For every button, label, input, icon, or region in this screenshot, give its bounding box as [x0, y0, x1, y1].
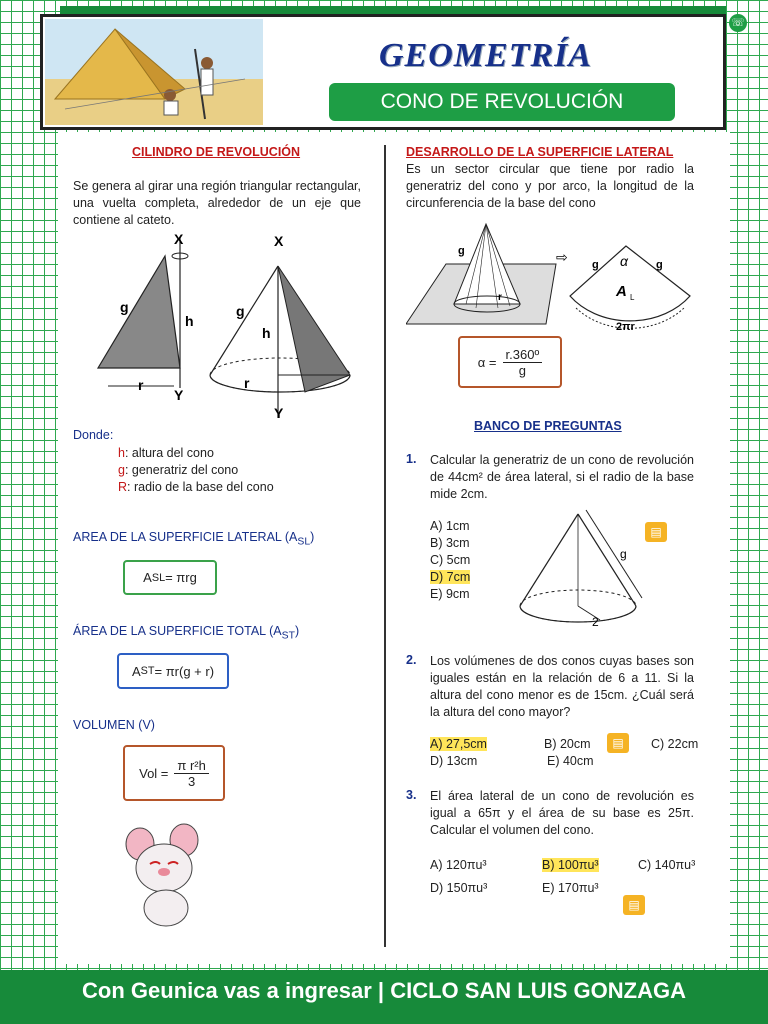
- sector-g-right: g: [656, 259, 663, 271]
- egypt-pyramid-illustration: [45, 19, 263, 125]
- q2-number: 2.: [406, 653, 417, 667]
- q1-option-d[interactable]: D) 7cm: [430, 570, 471, 584]
- formula-sl: SL: [151, 571, 166, 584]
- sector-g-left: g: [592, 259, 599, 271]
- formula-st: ST: [140, 665, 155, 677]
- axis-x-label-1: X: [174, 231, 184, 247]
- dev-r-label: r: [498, 292, 502, 303]
- alpha-denominator: g: [518, 362, 526, 378]
- total-title-sub: ST: [281, 630, 295, 642]
- axis-x-label-2: X: [274, 233, 284, 249]
- header-banner: [40, 14, 726, 130]
- q1-option-b[interactable]: B) 3cm: [430, 536, 470, 550]
- lateral-title-text: AREA DE LA SUPERFICIE LATERAL (A: [73, 530, 298, 544]
- cone-generation-figure: [90, 228, 380, 424]
- h-label-1: h: [185, 313, 194, 329]
- volume-numerator: π r²h: [174, 758, 208, 774]
- dev-g-label: g: [458, 245, 465, 257]
- comment-icon-3[interactable]: ▤: [623, 895, 645, 915]
- q2-option-e[interactable]: E) 40cm: [547, 754, 594, 768]
- q3-option-a[interactable]: A) 120πu³: [430, 858, 487, 872]
- q1-option-e[interactable]: E) 9cm: [430, 587, 470, 601]
- alpha-numerator: r.360º: [503, 347, 543, 363]
- q3-text: El área lateral de un cono de revolución es igual a 65π y el área de su base es 25π. Calcular el volumen del cono.: [430, 789, 694, 837]
- intro-paragraph: Se genera al girar una región triangular rectangular, una vuelta completa, alrededor de un eje que contiene al cateto.: [73, 179, 361, 227]
- q3-number: 3.: [406, 788, 417, 802]
- volume-lhs: Vol =: [139, 765, 169, 781]
- development-paragraph: Es un sector circular que tiene por radio la generatriz del cono y por arco, la longitud de la circunferencia de la base del cono: [406, 162, 694, 210]
- page-title: GEOMETRÍA: [379, 37, 593, 74]
- column-divider: [384, 145, 386, 947]
- q1-number: 1.: [406, 452, 417, 466]
- axis-y-label-1: Y: [174, 387, 184, 403]
- volume-formula: [123, 745, 225, 801]
- def-key-r: R: [118, 480, 128, 494]
- alpha-lhs: α =: [477, 354, 497, 370]
- question-bank-heading: BANCO DE PREGUNTAS: [474, 419, 622, 433]
- q1-g-label: g: [620, 547, 627, 561]
- q3-option-c[interactable]: C) 140πu³: [638, 858, 696, 872]
- def-text-h: : altura del cono: [124, 446, 214, 460]
- subtitle-banner: CONO DE REVOLUCIÓN: [329, 83, 675, 121]
- q3-option-d[interactable]: D) 150πu³: [430, 881, 488, 895]
- sector-area-sub: L: [630, 293, 635, 302]
- formula-a: A: [143, 570, 152, 585]
- q1-option-a[interactable]: A) 1cm: [430, 519, 470, 533]
- sector-arc-label: 2πr: [616, 321, 635, 333]
- q2-option-a[interactable]: A) 27,5cm: [430, 737, 487, 751]
- definition-r: [118, 480, 274, 494]
- footer-text: Con Geunica vas a ingresar | CICLO SAN LUIS GONZAGA: [82, 978, 686, 1003]
- q1-text: Calcular la generatriz de un cono de revolución de 44cm² de área lateral, si el radio de la base mide 2cm.: [430, 453, 694, 501]
- q1-cone-figure: [510, 508, 650, 634]
- volume-title: VOLUMEN (V): [73, 718, 155, 732]
- arrow-icon: ⇨: [556, 249, 568, 265]
- lateral-area-formula: [123, 560, 217, 595]
- g-label-2: g: [236, 303, 245, 319]
- cylinder-heading: CILINDRO DE REVOLUCIÓN: [132, 145, 301, 159]
- def-key-g: g: [118, 463, 125, 477]
- lateral-area-title: AREA DE LA SUPERFICIE LATERAL $(A_{SL})$: [73, 530, 315, 548]
- def-key-h: h: [118, 446, 125, 460]
- formula-pirg: = πrg: [165, 570, 197, 585]
- cartoon-mouse-image: [120, 822, 210, 928]
- r-label-1: r: [138, 377, 144, 393]
- h-label-2: h: [262, 325, 271, 341]
- q2-option-c[interactable]: C) 22cm: [651, 737, 699, 751]
- q3-option-e[interactable]: E) 170πu³: [542, 881, 599, 895]
- comment-icon-1[interactable]: ▤: [645, 522, 667, 542]
- total-area-formula: [117, 653, 229, 689]
- sector-alpha: α: [620, 253, 628, 269]
- definition-h: [118, 446, 214, 460]
- q2-option-d[interactable]: D) 13cm: [430, 754, 478, 768]
- formula-a-st: A: [131, 663, 141, 679]
- definition-g: [118, 463, 238, 477]
- q3-option-b[interactable]: B) 100πu³: [542, 858, 599, 872]
- phone-icon: ☏: [729, 14, 747, 32]
- development-heading: DESARROLLO DE LA SUPERFICIE LATERAL: [406, 145, 674, 159]
- comment-icon-2[interactable]: ▤: [607, 733, 629, 753]
- q1-option-c[interactable]: C) 5cm: [430, 553, 471, 567]
- total-area-title: ÁREA DE LA SUPERFICIE TOTAL $(A_{ST})$: [73, 624, 300, 642]
- axis-y-label-2: Y: [274, 405, 284, 421]
- lateral-development-figure: [406, 216, 696, 334]
- donde-label: Donde:: [73, 428, 114, 442]
- q1-r-label: 2: [592, 615, 599, 629]
- r-label-2: r: [244, 375, 250, 391]
- total-title-text: ÁREA DE LA SUPERFICIE TOTAL (A: [73, 624, 282, 638]
- def-text-g: : generatriz del cono: [124, 463, 239, 477]
- lateral-title-sub: SL: [297, 536, 311, 548]
- sector-area-label: A: [616, 283, 627, 300]
- volume-denominator: 3: [188, 773, 196, 789]
- def-text-r: : radio de la base del cono: [127, 480, 274, 494]
- alpha-formula: [458, 336, 562, 388]
- q2-text: Los volúmenes de dos conos cuyas bases son iguales están en la relación de 6 a 11. Si la altura del cono menor es de 15cm. ¿Cuál será la altura del cono mayor?: [430, 654, 694, 719]
- q2-option-b[interactable]: B) 20cm: [544, 737, 591, 751]
- g-label-1: g: [120, 299, 129, 315]
- formula-pir-gr: = πr(g + r): [154, 663, 215, 679]
